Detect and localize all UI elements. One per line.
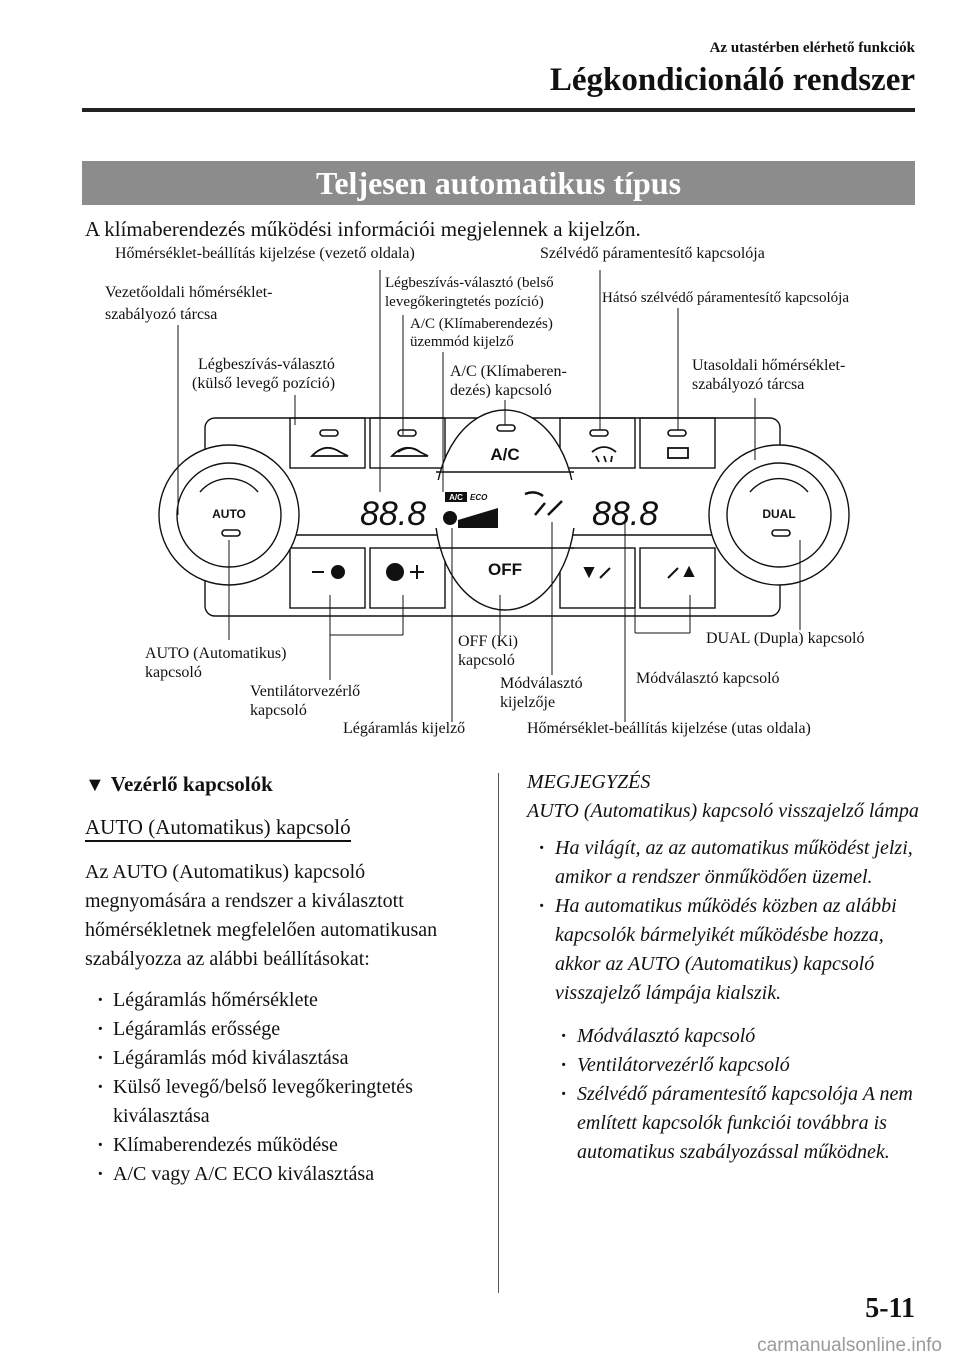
list-item: · Légáramlás erőssége: [93, 1015, 470, 1044]
list-item: · Ha világít, az az automatikus működést jelzi, amikor a rendszer önműködően üzemel.: [535, 834, 927, 892]
recirc-icon: [392, 448, 428, 456]
label-mode-disp-2: kijelzője: [500, 694, 556, 711]
section-heading: ▼ Vezérlő kapcsolók: [85, 772, 273, 796]
ac-button-label: A/C: [490, 445, 520, 464]
label-pass-dial-1: Utasoldali hőmérséklet-: [692, 357, 846, 374]
header-subtitle: Az utastérben elérhető funkciók: [709, 40, 915, 56]
list-item: · Ventilátorvezérlő kapcsoló: [557, 1051, 927, 1080]
mode-up-button: [640, 548, 715, 608]
label-fan-2: kapcsoló: [250, 702, 307, 719]
note-label: MEGJEGYZÉS: [527, 771, 651, 793]
mode-icon: [600, 568, 678, 578]
label-ac-mode-2: üzemmód kijelző: [410, 334, 514, 350]
label-off-1: OFF (Ki): [458, 633, 519, 650]
label-rear-defrost: Hátsó szélvédő páramentesítő kapcsolója: [602, 290, 850, 306]
fan-up-button: [370, 548, 445, 608]
recirc-button: [370, 418, 445, 468]
dual-button-label: DUAL: [762, 507, 796, 521]
label-pass-dial-2: szabályozó tárcsa: [692, 376, 805, 393]
list-item: · Klímaberendezés működése: [93, 1131, 470, 1160]
label-ac-mode-1: A/C (Klímaberendezés): [410, 316, 553, 332]
label-fresh-2: (külső levegő pozíció): [192, 375, 336, 392]
label-windshield-defrost: Szélvédő páramentesítő kapcsolója: [540, 245, 765, 262]
list-item: · Légáramlás mód kiválasztása: [93, 1044, 470, 1073]
ac-small-label: A/C: [449, 493, 463, 502]
left-column: [85, 770, 470, 1189]
label-temp-display-driver: Hőmérséklet-beállítás kijelzése (vezető oldala): [115, 245, 415, 262]
mode-down-button: [560, 548, 635, 608]
list-item: · Légáramlás hőmérséklete: [93, 986, 470, 1015]
footer-watermark: carmanualsonline.info: [757, 1335, 942, 1356]
label-airflow-display: Légáramlás kijelző: [343, 720, 466, 737]
auto-button-label: AUTO: [212, 507, 246, 521]
label-ac-switch-2: dezés) kapcsoló: [450, 382, 552, 399]
note-list: [535, 834, 927, 1008]
page-title: Légkondicionáló rendszer: [549, 62, 915, 98]
label-mode-switch: Módválasztó kapcsoló: [636, 670, 780, 687]
label-driver-dial-2: szabályozó tárcsa: [105, 306, 218, 323]
label-fresh-1: Légbeszívás-választó: [198, 356, 335, 373]
label-auto-1: AUTO (Automatikus): [145, 645, 287, 662]
subsection-heading: AUTO (Automatikus) kapcsoló: [85, 814, 351, 842]
label-driver-dial-1: Vezetőoldali hőmérséklet-: [105, 284, 273, 301]
right-column: [527, 768, 927, 1167]
label-recirc-1: Légbeszívás-választó (belső: [385, 275, 554, 291]
list-item: · Módválasztó kapcsoló: [557, 1022, 927, 1051]
defrost-front-icon: [592, 447, 616, 462]
label-fan-1: Ventilátorvezérlő: [250, 683, 361, 700]
list-item: · Külső levegő/belső levegőkeringtetés kiválasztása: [93, 1073, 470, 1131]
list-item: · A/C vagy A/C ECO kiválasztása: [93, 1160, 470, 1189]
label-mode-disp-1: Módválasztó: [500, 675, 583, 692]
section-banner: Teljesen automatikus típus: [82, 161, 915, 205]
list-item: · Szélvédő páramentesítő kapcsolója A nem említett kapcsolók funkciói továbbra is automatikus szabályozással működnek.: [557, 1080, 927, 1167]
defrost-rear-icon: [668, 448, 688, 458]
column-divider: [498, 773, 499, 1293]
passenger-temp-display: 88.8: [592, 495, 659, 533]
auto-description: Az AUTO (Automatikus) kapcsoló megnyomására a rendszer a kiválasztott hőmérsékletnek megfelelően automatikusan szabályozza az alábbi beállításokat:: [85, 861, 438, 970]
arrow-down-icon: [585, 568, 593, 576]
label-recirc-2: levegőkeringtetés pozíció): [385, 294, 544, 310]
label-off-2: kapcsoló: [458, 652, 515, 669]
page-number: 5-11: [865, 1293, 915, 1324]
fresh-air-icon: [312, 448, 348, 456]
fan-large-icon: [387, 564, 403, 580]
label-dual: DUAL (Dupla) kapcsoló: [706, 630, 865, 647]
label-temp-display-pass: Hőmérséklet-beállítás kijelzése (utas oldala): [527, 720, 811, 737]
note-sub-list: [557, 1022, 927, 1167]
fresh-air-button: [290, 418, 365, 468]
auto-settings-list: [93, 986, 470, 1189]
arrow-up-icon: [685, 568, 693, 576]
intro-text: A klímaberendezés működési információi megjelennek a kijelzőn.: [85, 217, 641, 241]
driver-temp-display: 88.8: [360, 495, 427, 533]
off-button-label: OFF: [488, 560, 522, 579]
eco-label: ECO: [470, 493, 488, 502]
list-item: · Ha automatikus működés közben az alábbi kapcsolók bármelyikét működésbe hozza, akkor az AUTO (Automatikus) kapcsoló visszajelző lámpája kialszik.: [535, 892, 927, 1008]
triangle-bullet-icon: ▼: [85, 774, 105, 796]
note-title: AUTO (Automatikus) kapcsoló visszajelző lámpa: [527, 800, 919, 822]
label-ac-switch-1: A/C (Klímaberen-: [450, 363, 567, 380]
fan-small-icon: [332, 566, 344, 578]
airflow-fan-icon: [443, 511, 457, 525]
fan-down-button: [290, 548, 365, 608]
label-auto-2: kapcsoló: [145, 664, 202, 681]
